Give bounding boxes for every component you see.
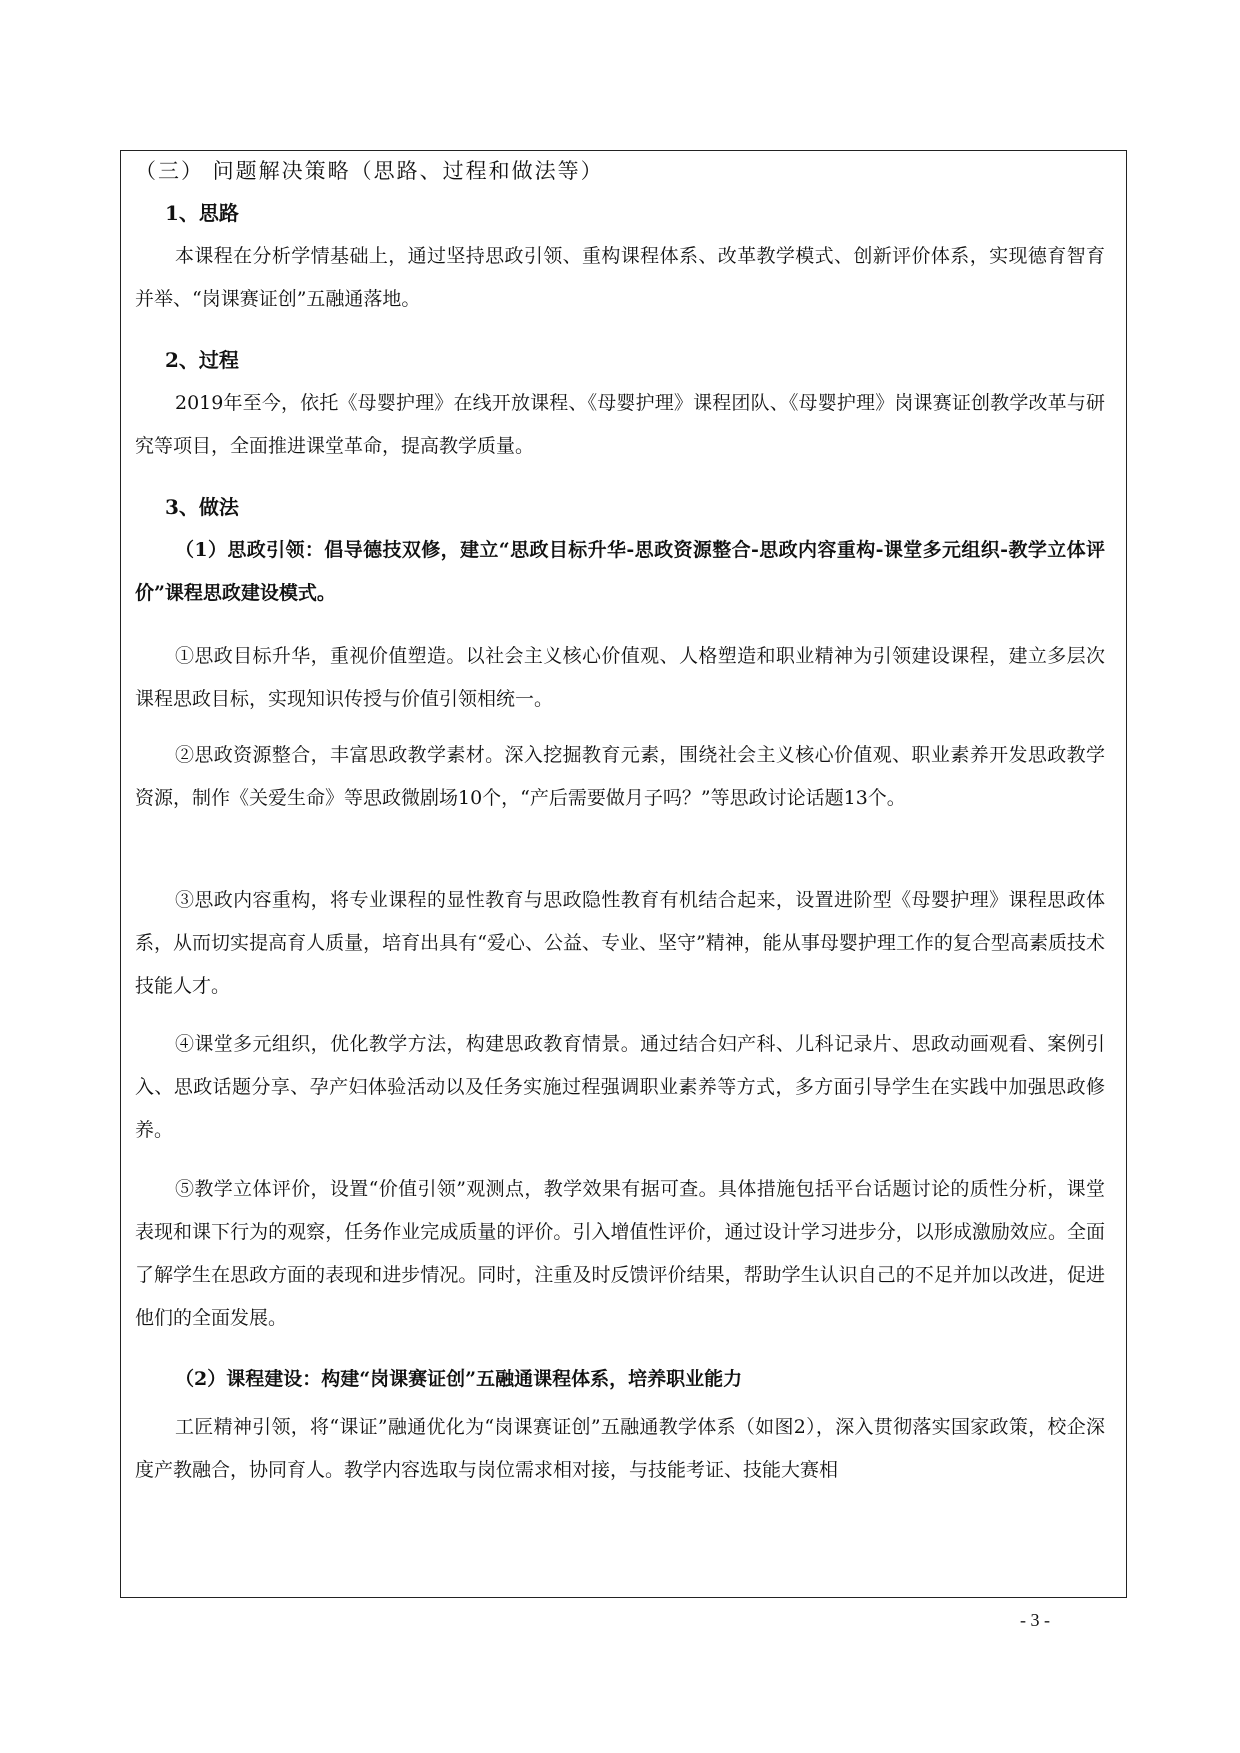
subheading-idea: 1、思路	[165, 201, 239, 225]
paragraph-evaluation: ⑤教学立体评价，设置“价值引领”观测点，教学效果有据可查。具体措施包括平台话题讨论的质性分析，课堂表现和课下行为的观察，任务作业完成质量的评价。引入增值性评价，通过设计学习进步分，以形成激励效应。全面了解学生在思政方面的表现和进步情况。同时，注重及时反馈评价结果，帮助学生认识自己的不足并加以改进，促进他们的全面发展。	[135, 1178, 1105, 1329]
paragraph-goal-upgrade: ①思政目标升华，重视价值塑造。以社会主义核心价值观、人格塑造和职业精神为引领建设课程，建立多层次课程思政目标，实现知识传授与价值引领相统一。	[135, 645, 1105, 710]
page-number: - 3 -	[1020, 1610, 1050, 1630]
paragraph-content-rebuild: ③思政内容重构，将专业课程的显性教育与思政隐性教育有机结合起来，设置进阶型《母婴护理》课程思政体系，从而切实提高育人质量，培育出具有“爱心、公益、专业、坚守”精神，能从事母婴护理工作的复合型高素质技术技能人才。	[135, 889, 1105, 997]
paragraph-process: 2019年至今，依托《母婴护理》在线开放课程、《母婴护理》课程团队、《母婴护理》岗课赛证创教学改革与研究等项目，全面推进课堂革命，提高教学质量。	[135, 392, 1105, 457]
paragraph-resource-integration: ②思政资源整合，丰富思政教学素材。深入挖掘教育元素，围绕社会主义核心价值观、职业素养开发思政教学资源，制作《关爱生命》等思政微剧场10个，“产后需要做月子吗？”等思政讨论话题13个。	[135, 744, 1105, 809]
paragraph-classroom-organization: ④课堂多元组织，优化教学方法，构建思政教育情景。通过结合妇产科、儿科记录片、思政动画观看、案例引入、思政话题分享、孕产妇体验活动以及任务实施过程强调职业素养等方式，多方面引导学生在实践中加强思政修养。	[135, 1033, 1105, 1141]
document-frame	[120, 150, 1127, 1598]
subheading-process: 2、过程	[165, 348, 239, 372]
subheading-method: 3、做法	[165, 495, 239, 519]
paragraph-idea: 本课程在分析学情基础上，通过坚持思政引领、重构课程体系、改革教学模式、创新评价体系，实现德育智育并举、“岗课赛证创”五融通落地。	[135, 245, 1105, 310]
paragraph-craftsman-spirit: 工匠精神引领，将“课证”融通优化为“岗课赛证创”五融通教学体系（如图2），深入贯彻落实国家政策，校企深度产教融合，协同育人。教学内容选取与岗位需求相对接，与技能考证、技能大赛相	[135, 1416, 1105, 1481]
section-heading: （三） 问题解决策略（思路、过程和做法等）	[135, 159, 604, 183]
paragraph-course-construction: （2）课程建设：构建“岗课赛证创”五融通课程体系，培养职业能力	[175, 1368, 743, 1390]
paragraph-ideology-lead: （1）思政引领：倡导德技双修，建立“思政目标升华-思政资源整合-思政内容重构-课堂多元组织-教学立体评价”课程思政建设模式。	[135, 539, 1105, 604]
